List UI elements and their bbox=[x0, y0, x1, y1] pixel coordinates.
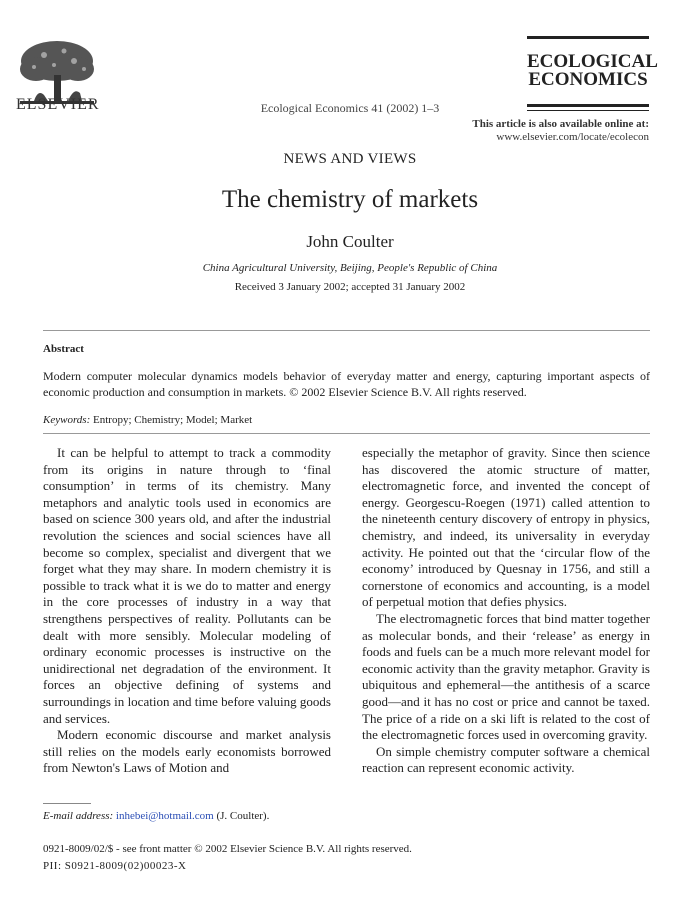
journal-citation: Ecological Economics 41 (2002) 1–3 bbox=[260, 101, 440, 115]
footnote-rule bbox=[43, 803, 91, 804]
body-column-left bbox=[43, 445, 331, 777]
journal-name-line2: ECONOMICS bbox=[528, 69, 648, 90]
abstract-heading: Abstract bbox=[43, 343, 84, 355]
author-affiliation: China Agricultural University, Beijing, People's Republic of China bbox=[202, 262, 498, 274]
body-paragraph: On simple chemistry computer software a chemical reaction can represent economic activity. bbox=[362, 743, 650, 776]
footnote-label: E-mail address: bbox=[43, 810, 114, 822]
online-availability-note bbox=[472, 118, 649, 144]
abstract-text: Modern computer molecular dynamics models behavior of everyday matter and energy, capturing important aspects of economic production and consumption in markets. © 2002 Elsevier Science B.V. All rights reserved. bbox=[43, 369, 650, 399]
article-title: The chemistry of markets bbox=[221, 186, 479, 213]
keywords-list: Entropy; Chemistry; Model; Market bbox=[90, 414, 253, 426]
journal-rule-thin bbox=[527, 110, 649, 111]
body-paragraph: It can be helpful to attempt to track a commodity from its origins in nature through to ‘final consumption’ in terms of its chemistry. Many metaphors and analytic tools used in economics are based on science 300 years old, and after the industrial revolution the sciences and social sciences have all become so complex, specialist and divergent that we forget what they may share. In modern chemistry it is possible to track what it is we do to matter and energy in the core processes of industry in a way that strengthens perspectives of reality. Pollutants can be dealt with more sensibly. Molecular modeling of ordinary economic processes is instructive on the unidirectional net degradation of the environment. It forces an objective defining of systems and surroundings in location and time before valuing goods and services. bbox=[43, 445, 331, 726]
journal-rule-bottom bbox=[527, 104, 649, 107]
body-paragraph: Modern economic discourse and market analysis still relies on the models early economists borrowed from Newton's Laws of Motion and bbox=[43, 727, 331, 776]
journal-name-line1: ECOLOGICAL bbox=[527, 51, 658, 72]
pii-line: PII: S0921-8009(02)00023-X bbox=[43, 860, 187, 872]
publisher-name: ELSEVIER bbox=[16, 96, 100, 113]
online-label: This article is also available online at: bbox=[472, 118, 649, 130]
section-label: NEWS AND VIEWS bbox=[283, 151, 417, 167]
abstract-top-rule bbox=[43, 330, 650, 331]
body-column-right bbox=[362, 445, 650, 777]
received-dates: Received 3 January 2002; accepted 31 January 2002 bbox=[234, 281, 466, 293]
footnote bbox=[43, 810, 269, 822]
front-matter-line: 0921-8009/02/$ - see front matter © 2002 Elsevier Science B.V. All rights reserved. bbox=[43, 843, 412, 855]
online-url[interactable]: www.elsevier.com/locate/ecolecon bbox=[496, 131, 649, 143]
keywords bbox=[43, 414, 252, 426]
journal-rule-top bbox=[527, 36, 649, 39]
journal-name bbox=[527, 51, 658, 90]
abstract-bottom-rule bbox=[43, 433, 650, 434]
keywords-label: Keywords: bbox=[43, 414, 91, 426]
body-paragraph: especially the metaphor of gravity. Since then science has discovered the atomic structure of matter, electromagnetic force, and invented the concept of energy. Georgescu-Roegen (1971) called attention to the nineteenth century discovery of entropy in physics, chemistry, and indeed, its universality in everyday activity. He pointed out that the ‘circular flow of the economy’ introduced by Quesnay in 1756, and still a cornerstone of economics and accounting, is a model of perpetual motion that defies physics. bbox=[362, 445, 650, 610]
email-link[interactable]: inhebei@hotmail.com bbox=[115, 810, 214, 822]
footnote-suffix: (J. Coulter). bbox=[213, 810, 270, 822]
author-name: John Coulter bbox=[306, 232, 394, 251]
body-paragraph: The electromagnetic forces that bind matter together as molecular bonds, and their ‘release’ as energy in foods and fuels can be a much more relevant model for economic activity than the gravity metaphor. Gravity is ubiquitous and ephemeral—the antithesis of a scarce good—and it has no cost or price and cannot be taxed. The price of a ride on a ski lift is related to the cost of the electromagnetic forces used in overcoming gravity. bbox=[362, 610, 650, 743]
